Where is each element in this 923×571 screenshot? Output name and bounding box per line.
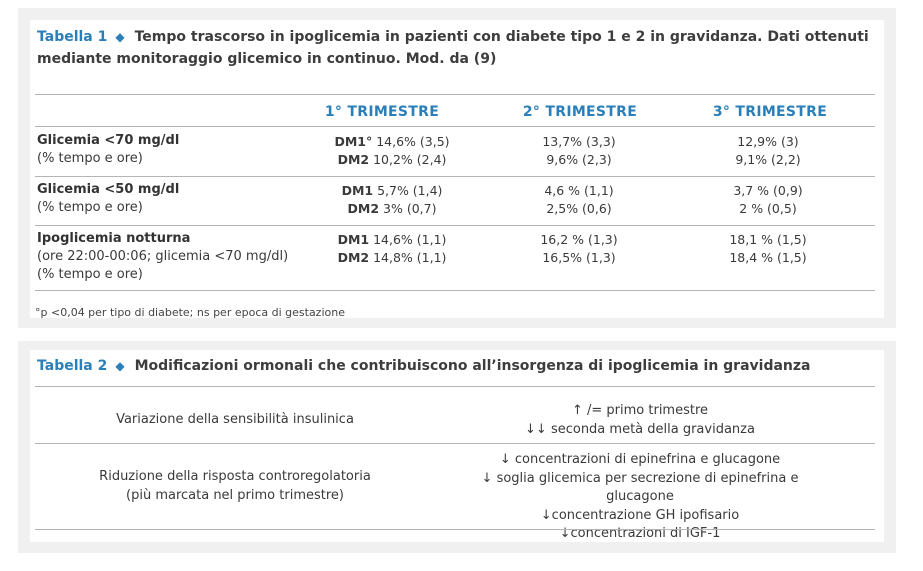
table-cell: 18,4 % (1,5) — [729, 250, 807, 265]
column-header-1: 1° TRIMESTRE — [324, 104, 440, 120]
row-label: Glicemia <70 mg/dl (% tempo e ore) — [37, 133, 180, 166]
divider — [35, 94, 875, 95]
column-header-3: 3° TRIMESTRE — [712, 104, 828, 120]
table-cell: 16,2 % (1,3) — [540, 232, 618, 247]
table1 — [30, 20, 884, 318]
divider — [35, 529, 875, 530]
table-cell: 3,7 % (0,9) — [733, 183, 803, 198]
table-cell: 2 % (0,5) — [739, 201, 797, 216]
row-label: Glicemia <50 mg/dl (% tempo e ore) — [37, 182, 180, 215]
table-cell: 4,6 % (1,1) — [544, 183, 614, 198]
divider — [35, 225, 875, 226]
table1-title: Tempo trascorso in ipoglicemia in pazienti con diabete tipo 1 e 2 in gravidanza. Dati ottenuti mediante monitoraggio glicemico in continuo. Mod. da (9) — [37, 29, 869, 67]
table2-caption — [37, 355, 872, 377]
table-cell: DM2 10,2% (2,4) — [337, 152, 447, 167]
divider — [35, 176, 875, 177]
divider — [35, 386, 875, 387]
table1-caption — [37, 26, 872, 70]
column-header-2: 2° TRIMESTRE — [522, 104, 638, 120]
table2-right-cell: ↑ /= primo trimestre ↓↓ seconda metà della gravidanza — [525, 403, 755, 437]
table-cell: DM2 14,8% (1,1) — [337, 250, 447, 265]
table-cell: 16,5% (1,3) — [542, 250, 616, 265]
table2-right-cell: ↓ concentrazioni di epinefrina e glucagone ↓ soglia glicemica per secrezione di epinefrina e glucagone ↓concentrazione GH ipofisario ↓concentrazioni di IGF-1 — [481, 452, 799, 541]
table2-label: Tabella 2 — [37, 358, 108, 374]
table1-panel — [18, 8, 896, 328]
divider — [35, 443, 875, 444]
table1-footnote: °p <0,04 per tipo di diabete; ns per epoca di gestazione — [35, 306, 345, 319]
table2-panel — [18, 341, 896, 553]
diamond-icon: ◆ — [115, 359, 125, 373]
diamond-icon: ◆ — [115, 30, 125, 44]
table2 — [30, 350, 884, 542]
divider — [35, 126, 875, 127]
table-cell: 9,1% (2,2) — [735, 152, 801, 167]
table2-left-cell: Variazione della sensibilità insulinica — [116, 412, 354, 427]
table-cell: 18,1 % (1,5) — [729, 232, 807, 247]
table-cell: 2,5% (0,6) — [546, 201, 612, 216]
table2-left-cell: Riduzione della risposta controregolatoria (più marcata nel primo trimestre) — [99, 469, 371, 503]
table-cell: DM2 3% (0,7) — [347, 201, 437, 216]
table-cell: DM1° 14,6% (3,5) — [334, 134, 450, 149]
table-cell: 12,9% (3) — [737, 134, 799, 149]
table1-label: Tabella 1 — [37, 29, 108, 45]
table-cell: 13,7% (3,3) — [542, 134, 616, 149]
divider — [35, 290, 875, 291]
table-cell: DM1 5,7% (1,4) — [341, 183, 443, 198]
row-label: Ipoglicemia notturna (ore 22:00-00:06; glicemia <70 mg/dl) (% tempo e ore) — [37, 231, 289, 282]
table-cell: 9,6% (2,3) — [546, 152, 612, 167]
table-cell: DM1 14,6% (1,1) — [337, 232, 447, 247]
table2-title: Modificazioni ormonali che contribuiscono all’insorgenza di ipoglicemia in gravidanza — [134, 358, 811, 374]
